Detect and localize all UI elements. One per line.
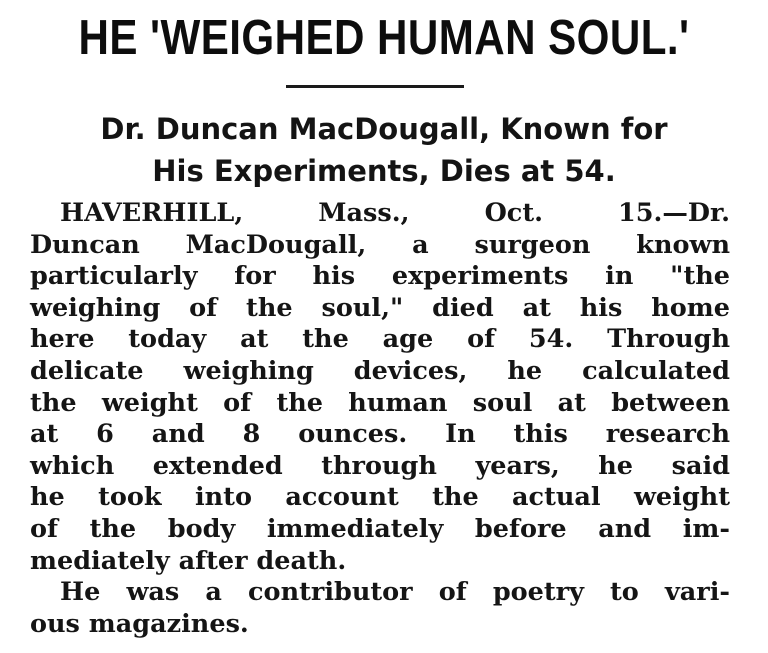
body-line: mediately after death. xyxy=(30,545,347,576)
body-line: Duncan MacDougall, a surgeon known xyxy=(30,229,730,260)
body-line: of the body immediately before and im- xyxy=(30,513,730,544)
headline: HE 'WEIGHED HUMAN SOUL.' xyxy=(78,11,690,65)
body-line: at 6 and 8 ounces. In this research xyxy=(30,419,730,450)
body-line: he took into account the actual weight xyxy=(30,482,730,513)
body-line: particularly for his experiments in "the xyxy=(30,261,730,292)
body-line: He was a contributor of poetry to vari- xyxy=(60,577,730,608)
article-body xyxy=(30,198,730,640)
body-line: ous magazines. xyxy=(30,608,249,639)
body-line: which extended through years, he said xyxy=(30,450,730,481)
headline-divider xyxy=(286,85,464,88)
body-line: HAVERHILL, Mass., Oct. 15.—Dr. xyxy=(60,198,730,228)
body-line: the weight of the human soul at between xyxy=(30,387,730,418)
body-line: delicate weighing devices, he calculated xyxy=(30,355,730,386)
body-line: weighing of the soul," died at his home xyxy=(30,292,730,323)
subheadline-line: His Experiments, Dies at 54. xyxy=(152,154,616,188)
subheadline xyxy=(0,108,768,192)
subheadline-line: Dr. Duncan MacDougall, Known for xyxy=(100,112,668,146)
body-line: here today at the age of 54. Through xyxy=(30,324,730,355)
